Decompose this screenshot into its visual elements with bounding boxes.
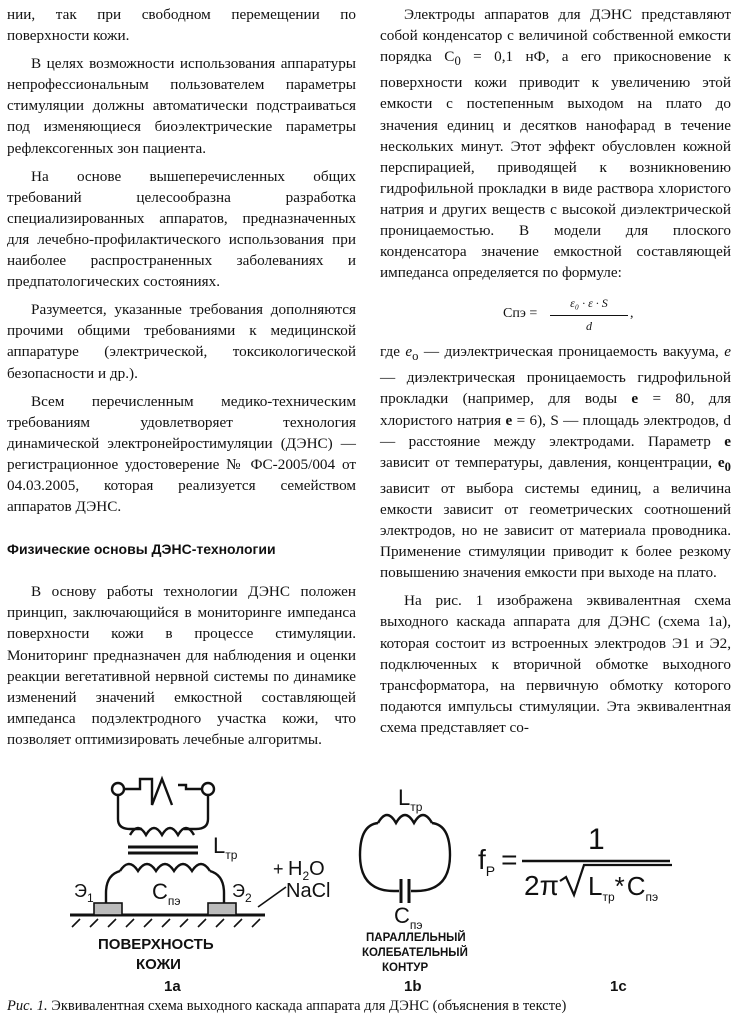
capacitance-formula: Спэ = $\frac{\text{ε₀ · ε · S}}{d}$ , — [380, 293, 731, 333]
terminal-left-icon — [112, 783, 124, 795]
formula-lhs: Спэ = — [503, 306, 538, 322]
c-pe-label: $C_{пэ}$ — [152, 879, 181, 908]
figure-1 — [60, 775, 690, 993]
circuit-label: КОНТУР — [382, 962, 429, 974]
sqrt-argument: $L_{тр}*C_{пэ}$ — [588, 871, 659, 904]
inductor-label: $L_{тр}$ — [398, 785, 423, 814]
figure-caption — [7, 996, 732, 1016]
paragraph: Разумеется, указанные требования дополняются прочими общими требованиями к медицинской аппаратуре (электрической, токсикологической безопасности и др.). — [7, 301, 356, 382]
right-column — [380, 4, 731, 738]
two-pi: 2π — [524, 870, 559, 901]
paragraph: В основу работы технологии ДЭНС положен принцип, заключающийся в мониторинге импеданса поверхности кожи в процессе стимуляции. Мониторинг предназначен для наблюдения и оценки реакции вегетативной нервной системы по динамике изменений значений емкостной составляющей импеданса подэлектродного участка кожи, что позволяет оптимизировать лечебные алгоритмы. — [7, 583, 356, 748]
skin-label: КОЖИ — [136, 956, 181, 973]
terminal-right-icon — [202, 783, 214, 795]
label-1b: 1b — [404, 978, 422, 993]
primary-coil-icon — [130, 828, 194, 835]
electrode-2-label: $Э_2$ — [232, 881, 252, 905]
oscillating-label: КОЛЕБАТЕЛЬНЫЙ — [362, 947, 468, 959]
paragraph: На рис. 1 изображена эквивалентная схема выходного каскада аппарата для ДЭНС (схема 1а), которая состоит из встроенных электродов Э1 и Э2, подключенных к вторичной обмотке выходного трансформатора, на первичную обмотку которого подаются импульсы стимуляции. Эта эквивалентная схема представляет со- — [380, 592, 731, 736]
paragraph: Электроды аппаратов для ДЭНС представляют собой конденсатор с величиной собственной емкости порядка $C_0 = 0,1$ нФ, а его прикосновение к поверхности кожи приводит к увеличению этой емкости с постепенным выходом на плато до значения единиц и десятков нанофарад в течение нескольких минут. Этот эффект обусловлен кожной перспирацией, приводящей к возникновению гидрофильной прокладки в виде раствора хлористого натрия и других веществ с высокой диэлектрической проницаемостью. В модели для плоского конденсатора значение емкостной составляющей импеданса определяется по формуле: — [380, 6, 731, 282]
electrode-1-label: $Э_1$ — [74, 881, 94, 905]
skin-surface-label: ПОВЕРХНОСТЬ — [98, 936, 214, 953]
caption-label: Рис. 1. — [7, 998, 48, 1014]
capacitor-label: $C_{пэ}$ — [394, 903, 423, 932]
formula-fraction — [550, 293, 628, 337]
secondary-coil-icon — [120, 864, 210, 871]
caption-text: Эквивалентная схема выходного каскада аппарата для ДЭНС (объяснения в тексте) — [47, 998, 567, 1014]
paragraph: На основе вышеперечисленных общих требований целесообразна разработка специализированных аппаратов, предназначенных для лечебно-профилактического использования при наиболее распространенных заболеваниях и предпатологических состояниях. — [7, 167, 356, 291]
parallel-label: ПАРАЛЛЕЛЬНЫЙ — [366, 932, 466, 944]
formula-denominator: d — [586, 319, 592, 334]
inductor-icon — [378, 815, 432, 823]
electrode-left-icon — [94, 903, 122, 915]
pulse-source-icon — [124, 779, 202, 805]
h2o-label: $H_2O$ — [288, 858, 325, 883]
fp-label: $f_P$ = — [478, 844, 518, 879]
paragraph: нии, так при свободном перемещении по поверхности кожи. — [7, 6, 356, 45]
plus-sign: + — [273, 859, 284, 879]
paragraph: В целях возможности использования аппаратуры непрофессиональным пользователем параметры стимуляции должны автоматически подстраиваться под изменяющиеся биоэлектрические параметры рефлексогенных зон пациента. — [7, 55, 356, 157]
label-1a: 1a — [164, 978, 181, 993]
equivalent-circuit-diagram — [60, 775, 690, 993]
section-heading: Физические основы ДЭНС-технологии — [7, 541, 276, 558]
left-column — [7, 4, 356, 750]
paragraph: Всем перечисленным медико-техническим требованиям удовлетворяет технология динамической электронейростимуляции (ДЭНС) — регистрационное удостоверение № ФС-2005/004 от 04.03.2005, которая реализуется семейством аппаратов ДЭНС. — [7, 392, 356, 516]
formula-numerator: ε₀ · ε · S — [550, 293, 628, 316]
paragraph: где $e_o$ — диэлектрическая проницаемость вакуума, e — диэлектрическая проницаемость гидрофильной прокладки (например, для воды e = 80, для хлористого натрия e = 6), S — площадь электродов, d — расстояние между электродами. Параметр e зависит от температуры, давления, концентрации, $e_0$ зависит от выбора системы единиц, а величина емкости зависит от геометрических соотношений электродов, но не зависит от материала проводника. Применение стимуляции приводит к более резкому повышению значения емкости при выходе на плато. — [380, 343, 732, 582]
nacl-label: NaCl — [286, 880, 331, 902]
electrode-right-icon — [208, 903, 236, 915]
l-tr-label: $L_{тр}$ — [213, 833, 238, 862]
label-1c: 1c — [610, 978, 627, 993]
numerator-one: 1 — [588, 823, 605, 856]
